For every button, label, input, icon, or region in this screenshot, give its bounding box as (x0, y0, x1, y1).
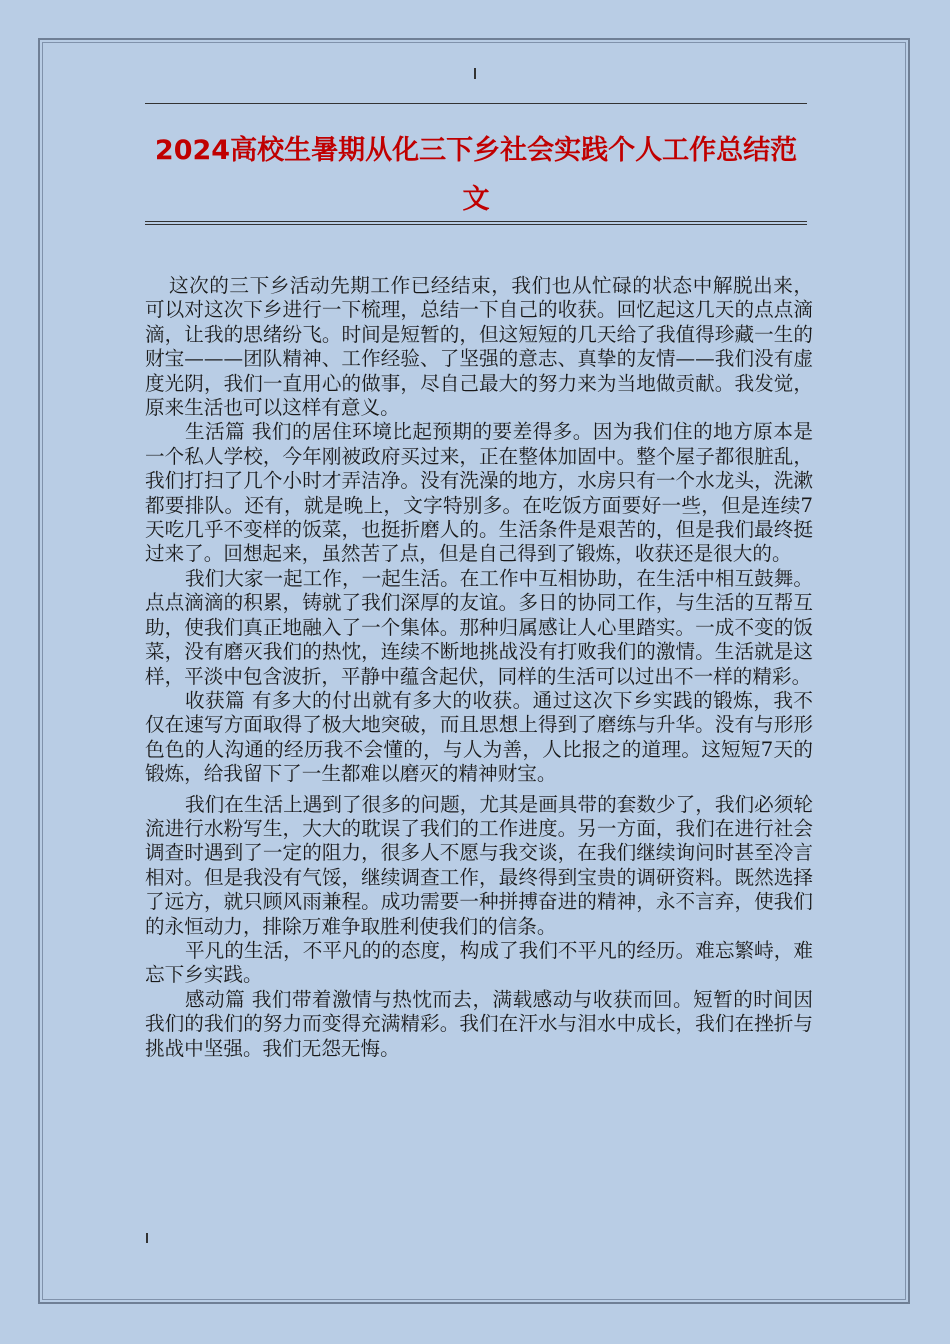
paragraph-ordinary: 平凡的生活，不平凡的的态度，构成了我们不平凡的经历。难忘繁峙，难忘下乡实践。 (145, 938, 813, 987)
paragraph-harvest: 收获篇 有多大的付出就有多大的收获。通过这次下乡实践的锻炼，我不仅在速写方面取得了极大地突破，而且思想上得到了磨练与升华。没有与形形色色的人沟通的经历我不会懂的，与人为善，人比报之的道理。这短短7天的锻炼，给我留下了一生都难以磨灭的精神财宝。 (145, 688, 813, 786)
title-rule-lower (145, 224, 807, 225)
paragraph-problems: 我们在生活上遇到了很多的问题，尤其是画具带的套数少了，我们必须轮流进行水粉写生，大大的耽误了我们的工作进度。另一方面，我们在进行社会调查时遇到了一定的阻力，很多人不愿与我交谈，在我们继续询问时甚至冷言相对。但是我没有气馁，继续调查工作，最终得到宝贵的调研资料。既然选择了远方，就只顾风雨兼程。成功需要一种拼搏奋进的精神，永不言弃，使我们的永恒动力，排除万难争取胜利使我们的信条。 (145, 792, 813, 938)
paragraph-intro: 这次的三下乡活动先期工作已经结束，我们也从忙碌的状态中解脱出来，可以对这次下乡进行一下梳理，总结一下自己的收获。回忆起这几天的点点滴滴，让我的思绪纷飞。时间是短暂的，但这短短的几天给了我值得珍藏一生的财宝———团队精神、工作经验、了坚强的意志、真挚的友情——我们没有虚度光阴，我们一直用心的做事，尽自己最大的努力来为当地做贡献。我发觉，原来生活也可以这样有意义。 (145, 274, 813, 420)
header-rule (145, 103, 807, 104)
paragraph-moved: 感动篇 我们带着激情与热忱而去，满载感动与收获而回。短暂的时间因我们的我们的努力而变得充满精彩。我们在汗水与泪水中成长，我们在挫折与挑战中坚强。我们无怨无悔。 (145, 987, 813, 1060)
document-title: 2024高校生暑期从化三下乡社会实践个人工作总结范文 (154, 135, 798, 215)
title-rule-upper (145, 221, 807, 222)
paragraph-life: 生活篇 我们的居住环境比起预期的要差得多。因为我们住的地方原本是一个私人学校，今年刚被政府买过来，正在整体加固中。整个屋子都很脏乱，我们打扫了几个小时才弄洁净。没有洗澡的地方，水房只有一个水龙头，洗漱都要排队。还有，就是晚上，文字特别多。在吃饭方面要好一些，但是连续7天吃几乎不变样的饭菜，也挺折磨人的。生活条件是艰苦的，但是我们最终挺过来了。回想起来，虽然苦了点，但是自己得到了锻炼，收获还是很大的。 (145, 420, 813, 566)
header-mark (474, 68, 476, 79)
paragraph-together: 我们大家一起工作，一起生活。在工作中互相协助，在生活中相互鼓舞。点点滴滴的积累，铸就了我们深厚的友谊。多日的协同工作，与生活的互帮互助，使我们真正地融入了一个集体。那种归属感让人心里踏实。一成不变的饭菜，没有磨灭我们的热忱，连续不断地挑战没有打败我们的激情。生活就是这样，平淡中包含波折，平静中蕴含起伏，同样的生活可以过出不一样的精彩。 (145, 566, 813, 688)
footer-mark (146, 1233, 148, 1243)
document-body (145, 274, 813, 1061)
